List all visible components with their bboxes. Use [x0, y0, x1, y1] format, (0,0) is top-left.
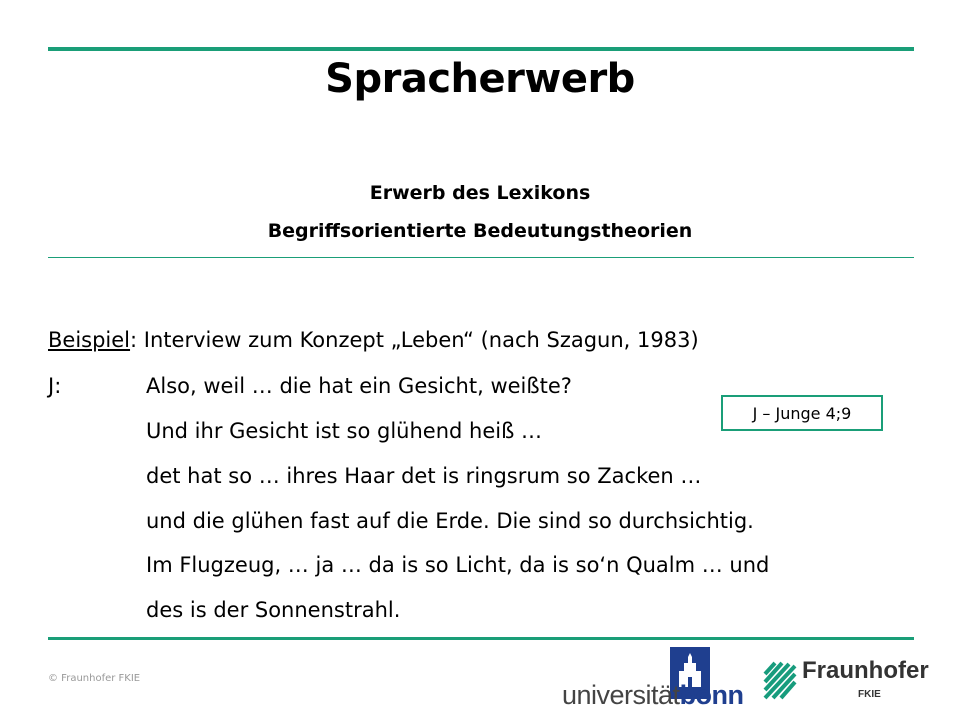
example-heading: [48, 328, 699, 352]
speaker-note-box: [721, 395, 883, 431]
transcript-line-4: und die glühen fast auf die Erde. Die sind so durchsichtig.: [146, 509, 754, 533]
uni-text-light: universität: [562, 680, 680, 710]
transcript-line-5: Im Flugzeug, … ja … da is so Licht, da is so‘n Qualm … und: [146, 553, 770, 577]
transcript-line-2: Und ihr Gesicht ist so glühend heiß …: [146, 419, 543, 443]
slide-title: Spracherwerb: [325, 56, 635, 102]
copyright-text: © Fraunhofer FKIE: [48, 673, 141, 684]
speaker-label: J:: [48, 374, 62, 398]
transcript-line-1: Also, weil … die hat ein Gesicht, weißte?: [146, 374, 572, 398]
bottom-divider: [48, 637, 914, 640]
transcript-line-3: det hat so … ihres Haar det is ringsrum so Zacken …: [146, 464, 702, 488]
fraunhofer-logo-icon: [763, 660, 797, 700]
middle-divider: [48, 257, 914, 258]
fraunhofer-institute: FKIE: [858, 689, 881, 700]
slide-subtitle-2: Begriffsorientierte Bedeutungstheorien: [267, 220, 693, 242]
speaker-note: J – Junge 4;9: [752, 403, 852, 423]
top-divider: [48, 47, 914, 51]
fraunhofer-name: Fraunhofer: [802, 657, 929, 684]
universitaet-bonn-wordmark: [562, 680, 744, 711]
example-label: Beispiel: [48, 328, 131, 352]
uni-text-bold: bonn: [679, 680, 744, 710]
example-description: : Interview zum Konzept „Leben“ (nach Szagun, 1983): [130, 328, 699, 352]
transcript-line-6: des is der Sonnenstrahl.: [146, 598, 401, 622]
slide-subtitle-1: Erwerb des Lexikons: [369, 182, 591, 204]
